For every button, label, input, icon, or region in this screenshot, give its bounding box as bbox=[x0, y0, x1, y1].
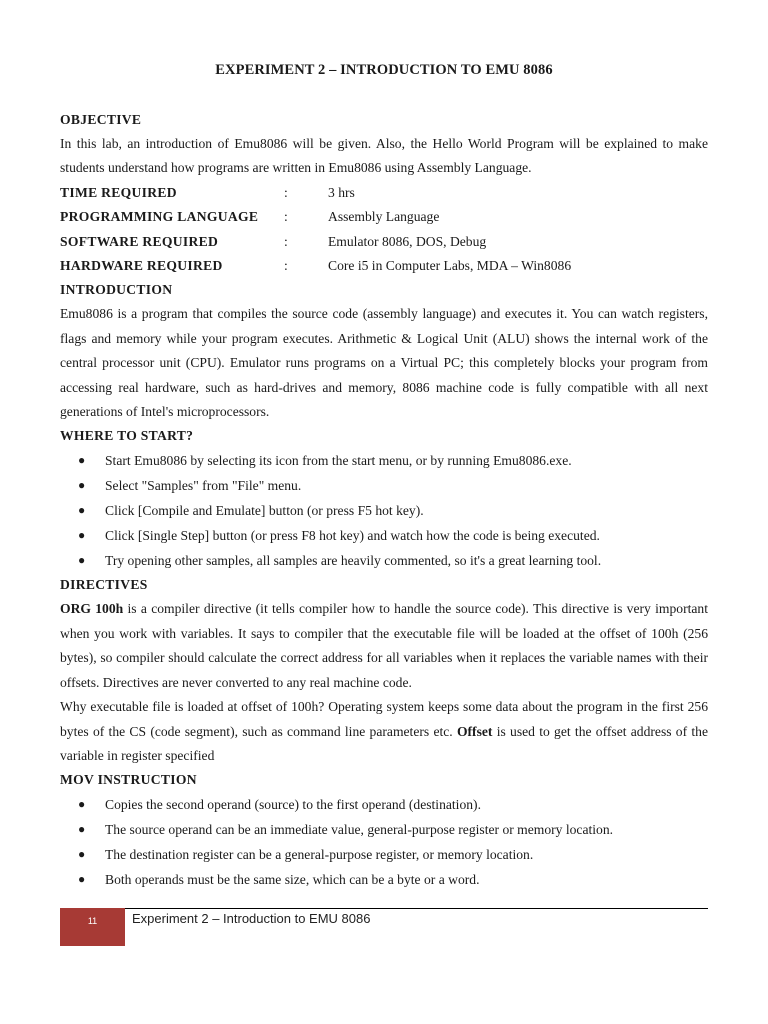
bullet-icon: ● bbox=[78, 453, 86, 468]
bullet-icon: ● bbox=[78, 847, 86, 862]
list-item-text: Click [Single Step] button (or press F8 hot key) and watch how the code is being executed. bbox=[105, 528, 600, 544]
info-row-time bbox=[60, 181, 708, 205]
directives-paragraph-2-text: Why executable file is loaded at offset of 100h? Operating system keeps some data about the program in the first 256 bytes of the CS (code segment), such as command line parameters etc. bbox=[60, 699, 708, 739]
info-row-hardware bbox=[60, 254, 708, 278]
directives-paragraph-1 bbox=[60, 597, 708, 695]
directives-heading: DIRECTIVES bbox=[60, 577, 148, 593]
info-value: 3 hrs bbox=[328, 184, 355, 200]
mov-list bbox=[60, 792, 708, 892]
objective-heading: OBJECTIVE bbox=[60, 112, 142, 127]
list-item-text: Start Emu8086 by selecting its icon from the start menu, or by running Emu8086.exe. bbox=[105, 453, 572, 469]
bullet-icon: ● bbox=[78, 503, 86, 518]
mov-heading: MOV INSTRUCTION bbox=[60, 772, 197, 788]
where-to-start-list bbox=[60, 448, 708, 573]
info-label: TIME REQUIRED bbox=[60, 184, 177, 200]
bullet-icon: ● bbox=[78, 797, 86, 812]
org-directive-term: ORG 100h bbox=[60, 601, 124, 617]
bullet-icon: ● bbox=[78, 478, 86, 493]
info-row-software bbox=[60, 230, 708, 254]
bullet-icon: ● bbox=[78, 822, 86, 837]
document-body bbox=[60, 108, 708, 892]
info-value: Core i5 in Computer Labs, MDA – Win8086 bbox=[328, 258, 572, 274]
info-label: PROGRAMMING LANGUAGE bbox=[60, 209, 259, 225]
info-label: HARDWARE REQUIRED bbox=[60, 258, 223, 274]
footer-accent-box bbox=[60, 908, 125, 946]
page-title: EXPERIMENT 2 – INTRODUCTION TO EMU 8086 bbox=[215, 62, 553, 78]
directives-paragraph-2 bbox=[60, 695, 708, 768]
introduction-heading: INTRODUCTION bbox=[60, 282, 173, 298]
introduction-text: Emu8086 is a program that compiles the source code (assembly language) and executes it. You can watch registers, flags and memory while your program executes. Arithmetic & Logical Unit (ALU) shows the internal work of the central processor unit (CPU). Emulator runs programs on a Virtual PC; this completely blocks your program from accessing real hardware, such as hard-drives and memory, 8086 machine code is fully compatible with all next generations of Intel's microprocessors. bbox=[60, 306, 708, 420]
directives-paragraph-2-end: is used to get the offset address of the variable in register specified bbox=[60, 723, 709, 763]
list-item bbox=[60, 473, 708, 498]
list-item-text: The source operand can be an immediate value, general-purpose register or memory location. bbox=[105, 822, 614, 838]
bullet-icon: ● bbox=[78, 872, 86, 887]
bullet-icon: ● bbox=[78, 553, 86, 568]
list-item bbox=[60, 498, 708, 523]
info-colon: : bbox=[284, 184, 288, 200]
list-item-text: The destination register can be a general-purpose register, or memory location. bbox=[105, 847, 534, 863]
list-item-text: Select "Samples" from "File" menu. bbox=[105, 478, 302, 494]
info-colon: : bbox=[284, 258, 288, 274]
list-item-text: Click [Compile and Emulate] button (or press F5 hot key). bbox=[105, 503, 424, 519]
list-item bbox=[60, 867, 708, 892]
where-to-start-heading: WHERE TO START? bbox=[60, 428, 194, 444]
list-item bbox=[60, 523, 708, 548]
list-item bbox=[60, 817, 708, 842]
list-item-text: Both operands must be the same size, which can be a byte or a word. bbox=[105, 872, 480, 888]
info-table bbox=[60, 181, 708, 279]
footer-divider bbox=[125, 908, 708, 909]
info-row-language bbox=[60, 205, 708, 229]
list-item-text: Try opening other samples, all samples are heavily commented, so it's a great learning tool. bbox=[105, 553, 602, 569]
offset-term: Offset bbox=[456, 723, 493, 739]
info-colon: : bbox=[284, 233, 288, 249]
list-item bbox=[60, 842, 708, 867]
info-colon: : bbox=[284, 209, 288, 225]
list-item-text: Copies the second operand (source) to the first operand (destination). bbox=[105, 797, 481, 813]
page-number: 11 bbox=[87, 916, 98, 926]
bullet-icon: ● bbox=[78, 528, 86, 543]
list-item bbox=[60, 792, 708, 817]
objective-text: In this lab, an introduction of Emu8086 will be given. Also, the Hello World Program will be explained to make students understand how programs are written in Emu8086 using Assembly Language. bbox=[60, 136, 708, 176]
directives-paragraph-1-text: is a compiler directive (it tells compiler how to handle the source code). This directive is very important when you work with variables. It says to compiler that the executable file will be loaded at the offset of 100h (256 bytes), so compiler should calculate the correct address for all variables when it replaces the variable names with their offsets. Directives are never converted to any real machine code. bbox=[60, 601, 708, 690]
info-label: SOFTWARE REQUIRED bbox=[60, 233, 219, 249]
list-item bbox=[60, 548, 708, 573]
footer-text: Experiment 2 – Introduction to EMU 8086 bbox=[132, 911, 371, 926]
info-value: Assembly Language bbox=[328, 209, 440, 225]
info-value: Emulator 8086, DOS, Debug bbox=[328, 233, 487, 249]
list-item bbox=[60, 448, 708, 473]
